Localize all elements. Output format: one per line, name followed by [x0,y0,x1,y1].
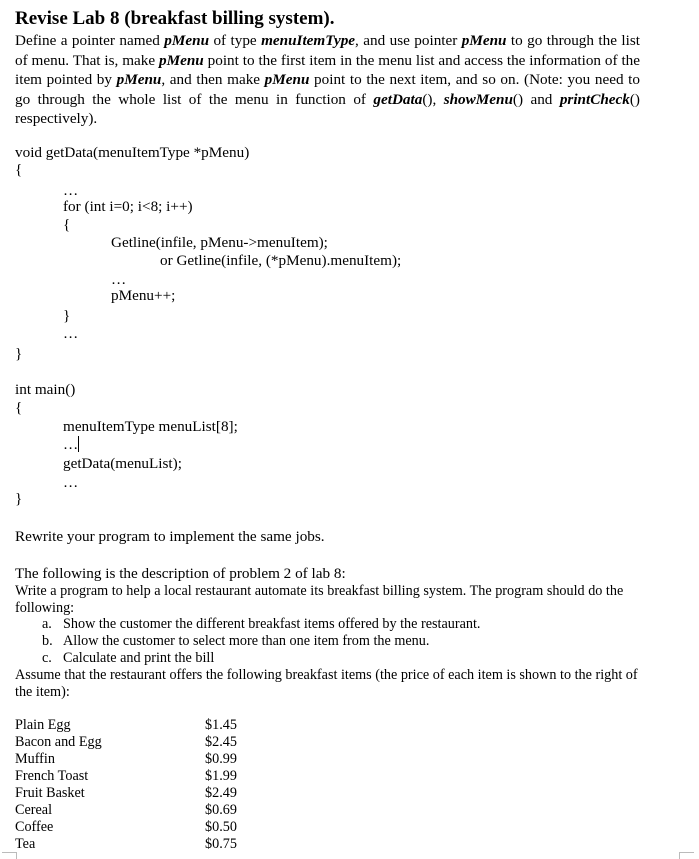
list-item: c. [42,650,52,666]
menu-item-name: Fruit Basket [15,785,85,801]
menu-item-name: Plain Egg [15,717,71,733]
menu-item-name: Bacon and Egg [15,734,102,750]
code-line: } [63,307,71,324]
code-line: … [111,271,127,288]
text-cursor [78,436,79,452]
code-line: getData(menuList); [63,455,182,472]
menu-item-price: $1.45 [205,717,237,733]
assume-paragraph: Assume that the restaurant offers the following breakfast items (the price of each item is shown to the right of the item): [15,667,638,700]
page-title: Revise Lab 8 (breakfast billing system). [15,8,335,29]
menu-item-price: $0.50 [205,819,237,835]
intro-paragraph: Define a pointer named pMenu of type menuItemType, and use pointer pMenu to go through the list of menu. That is, make pMenu point to the first item in the menu list and access the information of the item pointed by pMenu, and then make pMenu point to the next item, and so on. (Note: you need to go through the whole list of the menu in function of getData(), showMenu() and printCheck() respectively). [15,32,640,127]
menu-item-price: $0.69 [205,802,237,818]
list-item-text: Show the customer the different breakfast items offered by the restaurant. [63,616,481,632]
code-line: … [63,436,79,453]
code-line: { [15,399,23,416]
description-heading: The following is the description of problem 2 of lab 8: [15,565,346,582]
code-line: pMenu++; [111,287,176,304]
list-item-text: Allow the customer to select more than one item from the menu. [63,633,430,649]
code-line: int main() [15,381,76,398]
menu-item-price: $2.45 [205,734,237,750]
code-line: menuItemType menuList[8]; [63,418,238,435]
menu-item-name: Coffee [15,819,54,835]
code-line: … [63,325,79,342]
code-line: … [63,474,79,491]
list-item: b. [42,633,53,649]
code-line: for (int i=0; i<8; i++) [63,198,193,215]
menu-item-price: $1.99 [205,768,237,784]
code-line: { [15,161,23,178]
code-line: Getline(infile, pMenu->menuItem); [111,234,328,251]
page-corner-mark [679,852,694,859]
menu-item-name: Cereal [15,802,53,818]
menu-item-name: French Toast [15,768,89,784]
menu-item-price: $0.99 [205,751,237,767]
page-corner-mark [2,852,17,859]
description-paragraph: Write a program to help a local restaurant automate its breakfast billing system. The program should do the following: [15,583,624,616]
list-item-text: Calculate and print the bill [63,650,215,666]
list-item: a. [42,616,52,632]
menu-item-price: $2.49 [205,785,237,801]
code-line: … [63,182,79,199]
code-line: } [15,490,23,507]
code-line: or Getline(infile, (*pMenu).menuItem); [160,252,402,269]
code-line: } [15,345,23,362]
menu-item-price: $0.75 [205,836,237,852]
menu-item-name: Muffin [15,751,55,767]
code-line: void getData(menuItemType *pMenu) [15,144,250,161]
menu-item-name: Tea [15,836,36,852]
rewrite-line: Rewrite your program to implement the same jobs. [15,528,325,545]
code-line: { [63,216,71,233]
